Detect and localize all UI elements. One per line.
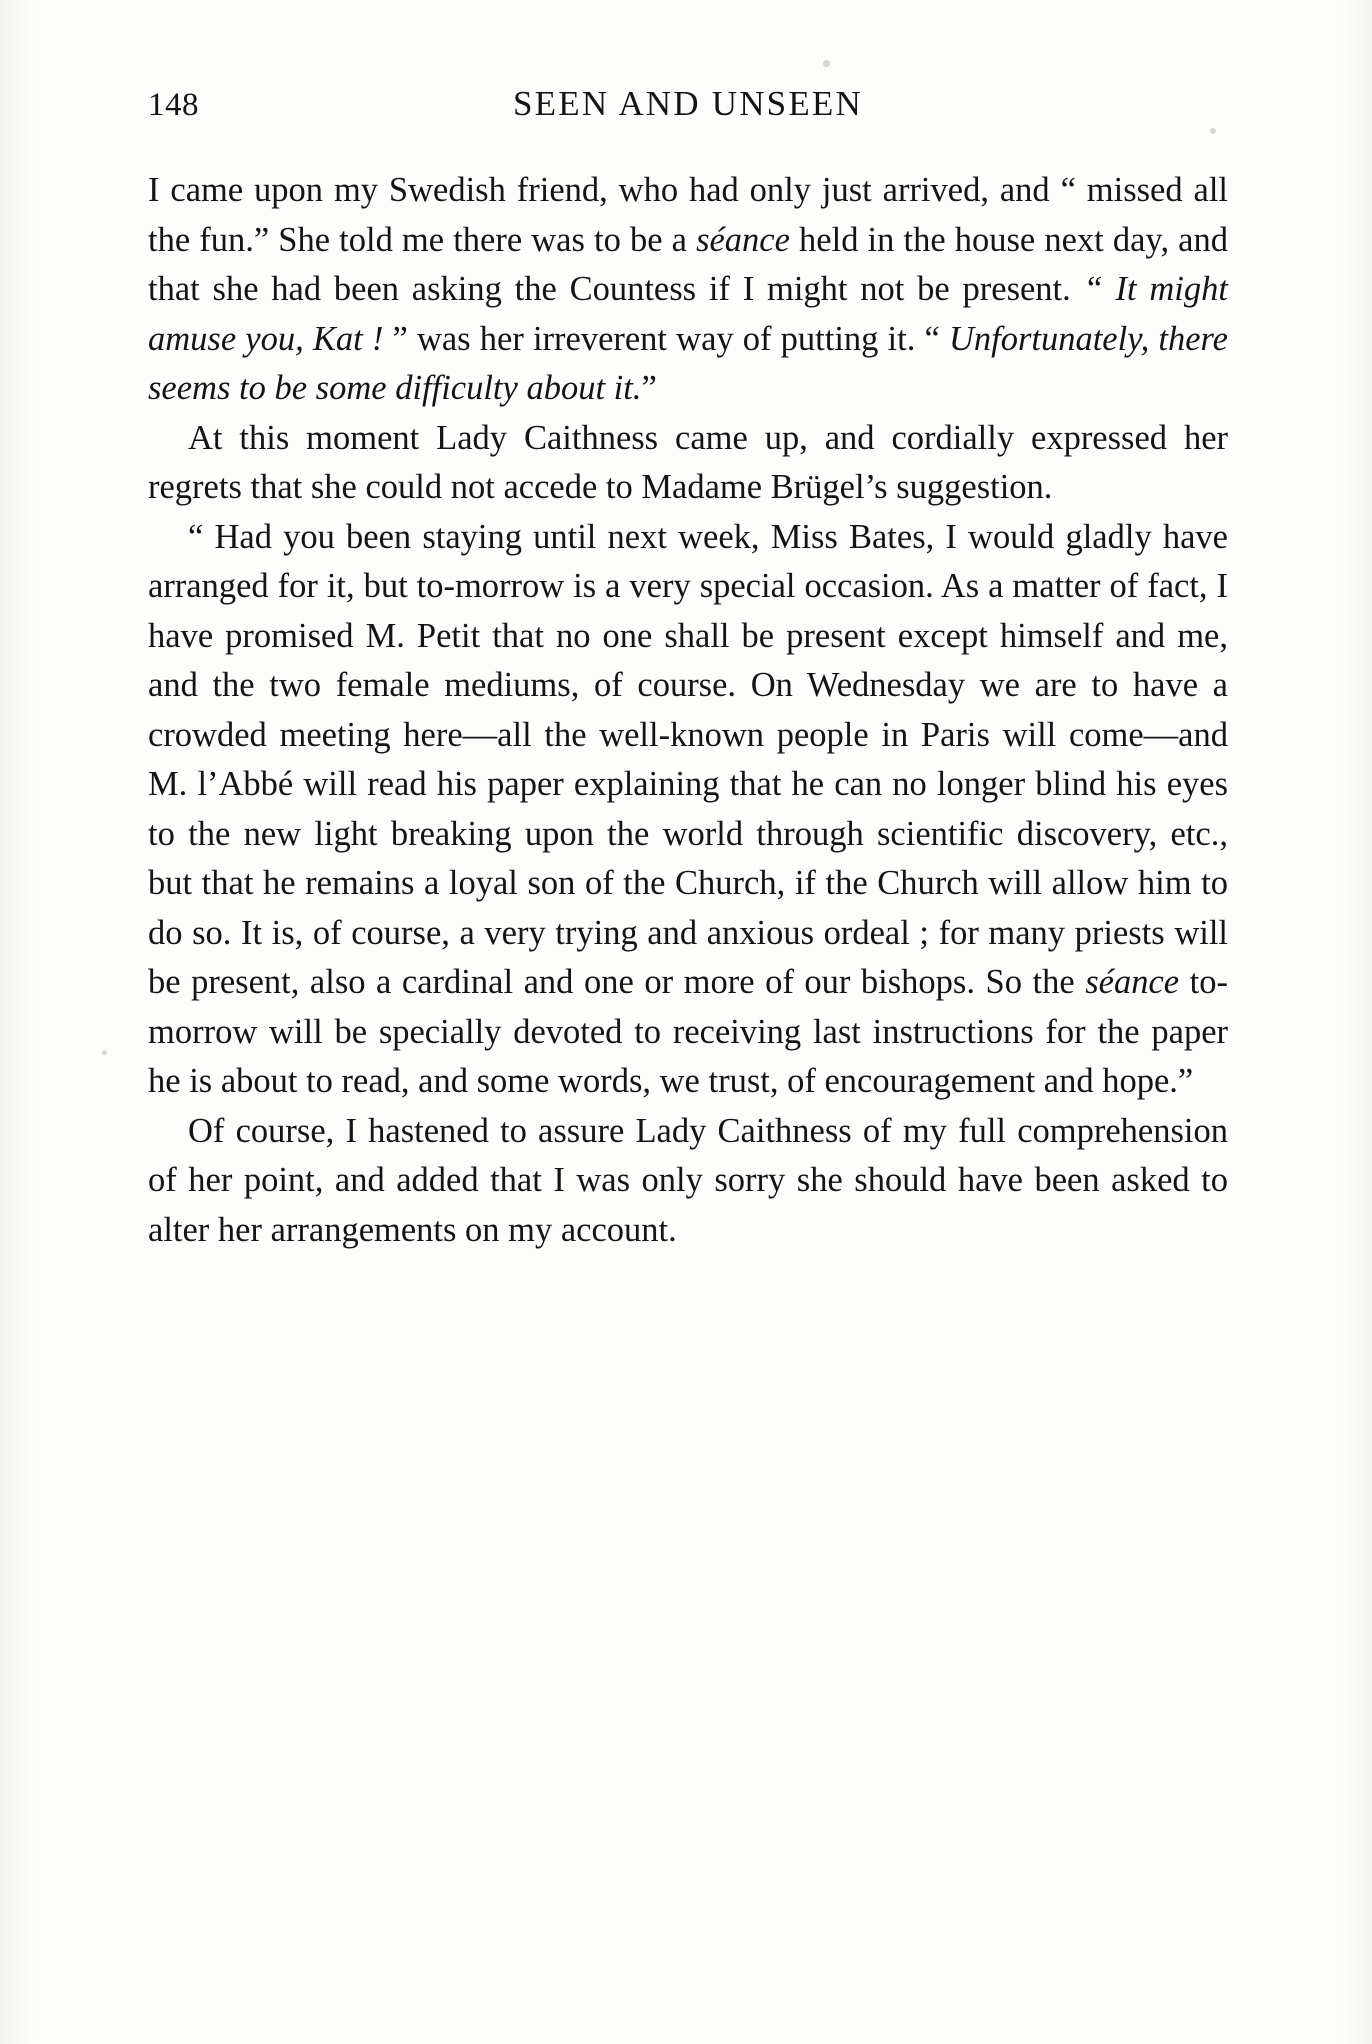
page-number: 148 (148, 87, 199, 123)
body-text (148, 166, 1228, 1255)
paragraph: “ Had you been staying until next week, Miss Bates, I would gladly have arranged for it, but to-morrow is a very special occasion. As a matter of fact, I have promised M. Petit that no one shall be present except himself and me, and the two female mediums, of course. On Wednesday we are to have a crowded meeting here—all the well-known people in Paris will come—and M. l’Abbé will read his paper explaining that he can no longer blind his eyes to the new light breaking upon the world through scientific discovery, etc., but that he remains a loyal son of the Church, if the Church will allow him to do so. It is, of course, a very trying and anxious ordeal ; for many priests will be present, also a cardinal and one or more of our bishops. So the séance to-morrow will be specially devoted to receiving last instructions for the paper he is about to read, and some words, we trust, of encouragement and hope.” (148, 517, 1228, 1100)
paragraph: Of course, I hastened to assure Lady Caithness of my full comprehension of her point, and added that I was only sorry she should have been asked to alter her arrangements on my account. (148, 1111, 1228, 1249)
page-edge-shadow-left (0, 0, 34, 2044)
scan-speck (823, 60, 830, 67)
page-edge-shadow-right (1338, 0, 1372, 2044)
paragraph: At this moment Lady Caithness came up, and cordially expressed her regrets that she could not accede to Madame Brügel’s suggestion. (148, 418, 1228, 506)
paragraph: I came upon my Swedish friend, who had only just arrived, and “ missed all the fun.” She told me there was to be a séance held in the house next day, and that she had been asking the Countess if I might not be present. “ It might amuse you, Kat ! ” was her irreverent way of putting it. “ Unfortunately, there seems to be some difficulty about it.” (148, 171, 1228, 407)
scan-speck (102, 1050, 107, 1055)
running-title: SEEN AND UNSEEN (513, 84, 863, 123)
page-header (148, 84, 1228, 128)
page-content (148, 84, 1228, 1255)
